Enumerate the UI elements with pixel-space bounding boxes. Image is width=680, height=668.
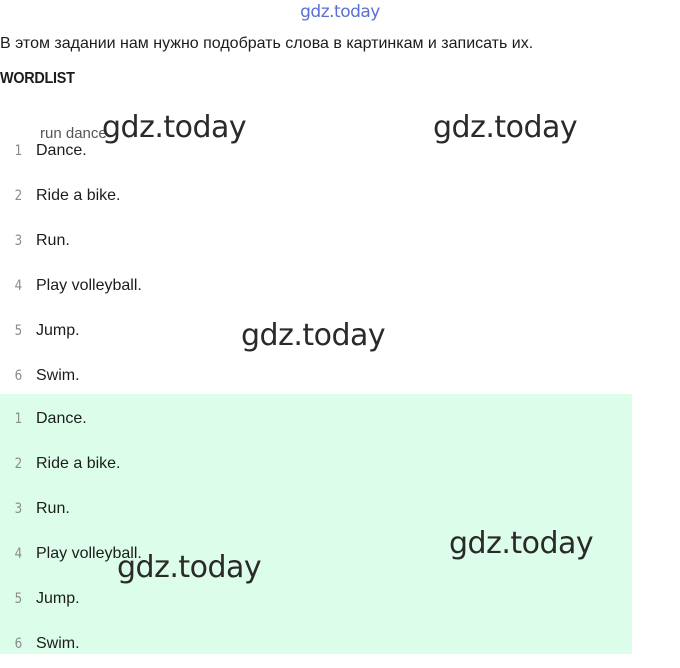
watermark: gdz.today bbox=[117, 550, 262, 585]
item-word: Ride a bike. bbox=[36, 455, 121, 472]
wordlist-heading: WORDLIST bbox=[0, 70, 75, 87]
list-item bbox=[0, 398, 632, 443]
item-number: 3 bbox=[14, 233, 23, 249]
item-word: Swim. bbox=[36, 635, 80, 652]
item-number: 3 bbox=[14, 501, 23, 517]
item-number: 2 bbox=[14, 188, 23, 204]
list-item bbox=[0, 175, 680, 220]
item-word: Play volleyball. bbox=[36, 277, 142, 294]
item-number: 4 bbox=[14, 278, 23, 294]
item-number: 5 bbox=[14, 323, 23, 339]
item-number: 5 bbox=[14, 591, 23, 607]
clipped-image-caption: run dance bbox=[40, 125, 107, 142]
wordlist-answer-highlighted bbox=[0, 394, 632, 654]
item-number: 1 bbox=[14, 143, 23, 159]
item-word: Jump. bbox=[36, 322, 80, 339]
list-item bbox=[0, 265, 680, 310]
item-word: Run. bbox=[36, 232, 70, 249]
item-number: 2 bbox=[14, 456, 23, 472]
site-logo[interactable]: gdz.today bbox=[300, 2, 380, 22]
list-item bbox=[0, 443, 632, 488]
item-number: 1 bbox=[14, 411, 23, 427]
watermark: gdz.today bbox=[241, 318, 386, 353]
watermark: gdz.today bbox=[449, 526, 594, 561]
item-word: Swim. bbox=[36, 367, 80, 384]
list-item bbox=[0, 578, 632, 623]
watermark: gdz.today bbox=[102, 110, 247, 145]
watermark: gdz.today bbox=[433, 110, 578, 145]
item-word: Dance. bbox=[36, 142, 87, 159]
list-item bbox=[0, 623, 632, 668]
item-word: Ride a bike. bbox=[36, 187, 121, 204]
item-word: Play volleyball. bbox=[36, 545, 142, 562]
item-number: 6 bbox=[14, 368, 23, 384]
item-word: Run. bbox=[36, 500, 70, 517]
item-number: 6 bbox=[14, 636, 23, 652]
item-word: Jump. bbox=[36, 590, 80, 607]
task-intro-text: В этом задании нам нужно подобрать слова в картинкам и записать их. bbox=[0, 35, 534, 52]
item-word: Dance. bbox=[36, 410, 87, 427]
list-item bbox=[0, 220, 680, 265]
item-number: 4 bbox=[14, 546, 23, 562]
